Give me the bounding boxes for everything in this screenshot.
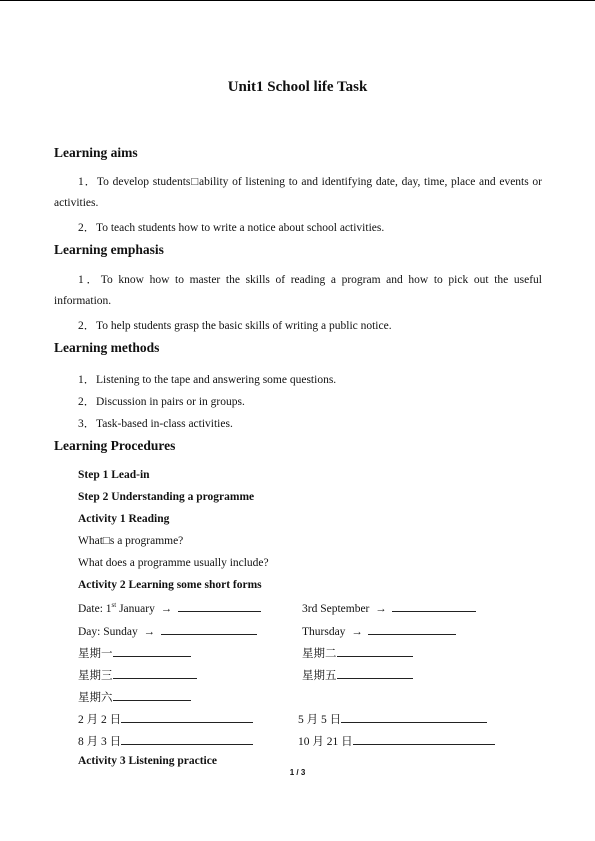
methods-item-1 (78, 371, 336, 387)
emphasis-item-2-text: To help students grasp the basic skills of writing a public notice. (96, 320, 392, 332)
methods-heading: Learning methods (54, 340, 160, 355)
methods-item-3-number: 3． (78, 418, 96, 430)
emphasis-item-1 (54, 270, 542, 312)
date-cn-2-label: 5 月 5 日 (298, 714, 342, 726)
methods-item-2 (78, 393, 245, 409)
aims-item-2-number: 2． (78, 222, 96, 234)
weekday-2-blank[interactable] (337, 645, 413, 657)
date-cn-2 (298, 711, 487, 727)
weekday-3 (78, 667, 197, 683)
methods-item-2-number: 2． (78, 396, 96, 408)
weekday-5-blank[interactable] (337, 667, 413, 679)
date-cn-2-blank[interactable] (341, 711, 487, 723)
date-cn-1-label: 2 月 2 日 (78, 714, 122, 726)
methods-item-1-text: Listening to the tape and answering some questions. (96, 374, 337, 386)
methods-item-3-text: Task-based in-class activities. (96, 418, 233, 430)
date-blank[interactable] (178, 600, 261, 612)
emphasis-item-1-number: 1． (78, 274, 101, 286)
date-cn-1 (78, 711, 253, 727)
arrow-icon: → (160, 603, 173, 615)
aims-item-1-number: 1． (78, 176, 97, 188)
thursday-label: Thursday (302, 626, 346, 638)
date-row-left (78, 600, 261, 615)
weekday-6-label: 星期六 (78, 692, 113, 704)
aims-item-1 (54, 172, 542, 214)
step-2: Step 2 Understanding a programme (78, 491, 255, 503)
day-label: Day: Sunday (78, 626, 138, 638)
september-blank[interactable] (392, 600, 476, 612)
date-cn-3 (78, 733, 253, 749)
weekday-1 (78, 645, 191, 661)
date-cn-3-label: 8 月 3 日 (78, 736, 122, 748)
methods-item-2-text: Discussion in pairs or in groups. (96, 396, 245, 408)
aims-item-1-text: To develop students□ability of listening to and identifying date, day, time, place and events or activities. (54, 176, 543, 209)
weekday-2 (302, 645, 413, 661)
document-title: Unit1 School life Task (227, 79, 368, 95)
day-blank[interactable] (161, 623, 257, 635)
emphasis-item-1-text: To know how to master the skills of reading a program and how to pick out the useful information. (54, 274, 542, 307)
weekday-5 (302, 667, 413, 683)
thursday-blank[interactable] (368, 623, 456, 635)
activity-2-heading: Activity 2 Learning some short forms (78, 579, 262, 591)
methods-item-3 (78, 415, 233, 431)
weekday-2-label: 星期二 (302, 648, 337, 660)
date-cn-4 (298, 733, 495, 749)
date-cn-3-blank[interactable] (121, 733, 253, 745)
methods-item-1-number: 1． (78, 374, 96, 386)
question-2: What does a programme usually include? (78, 557, 269, 569)
question-1: What□s a programme? (78, 535, 184, 547)
date-month: January (116, 603, 155, 615)
date-superscript: st (111, 601, 117, 610)
date-label: Date: 1 (78, 603, 112, 615)
date-cn-4-label: 10 月 21 日 (298, 736, 353, 748)
aims-item-2-text: To teach students how to write a notice about school activities. (96, 222, 385, 234)
weekday-1-label: 星期一 (78, 648, 113, 660)
procedures-heading: Learning Procedures (54, 438, 176, 453)
emphasis-item-2 (78, 317, 392, 333)
arrow-icon: → (375, 603, 387, 615)
weekday-6 (78, 689, 191, 705)
date-cn-1-blank[interactable] (121, 711, 253, 723)
day-row-right (302, 623, 456, 638)
arrow-icon: → (143, 626, 155, 638)
top-rule (0, 0, 595, 1)
activity-3-heading: Activity 3 Listening practice (78, 755, 217, 767)
weekday-5-label: 星期五 (302, 670, 337, 682)
page-number: 1 / 3 (289, 768, 306, 777)
weekday-3-blank[interactable] (113, 667, 197, 679)
weekday-3-label: 星期三 (78, 670, 113, 682)
emphasis-heading: Learning emphasis (54, 242, 164, 257)
aims-item-2 (78, 219, 384, 235)
weekday-1-blank[interactable] (113, 645, 191, 657)
step-1: Step 1 Lead-in (78, 469, 150, 481)
aims-heading: Learning aims (54, 145, 138, 160)
date-cn-4-blank[interactable] (353, 733, 495, 745)
arrow-icon: → (351, 626, 363, 638)
day-row-left (78, 623, 257, 638)
weekday-6-blank[interactable] (113, 689, 191, 701)
emphasis-item-2-number: 2． (78, 320, 96, 332)
september-label: 3rd September (302, 603, 370, 615)
activity-1-heading: Activity 1 Reading (78, 513, 170, 525)
date-row-right (302, 600, 476, 615)
